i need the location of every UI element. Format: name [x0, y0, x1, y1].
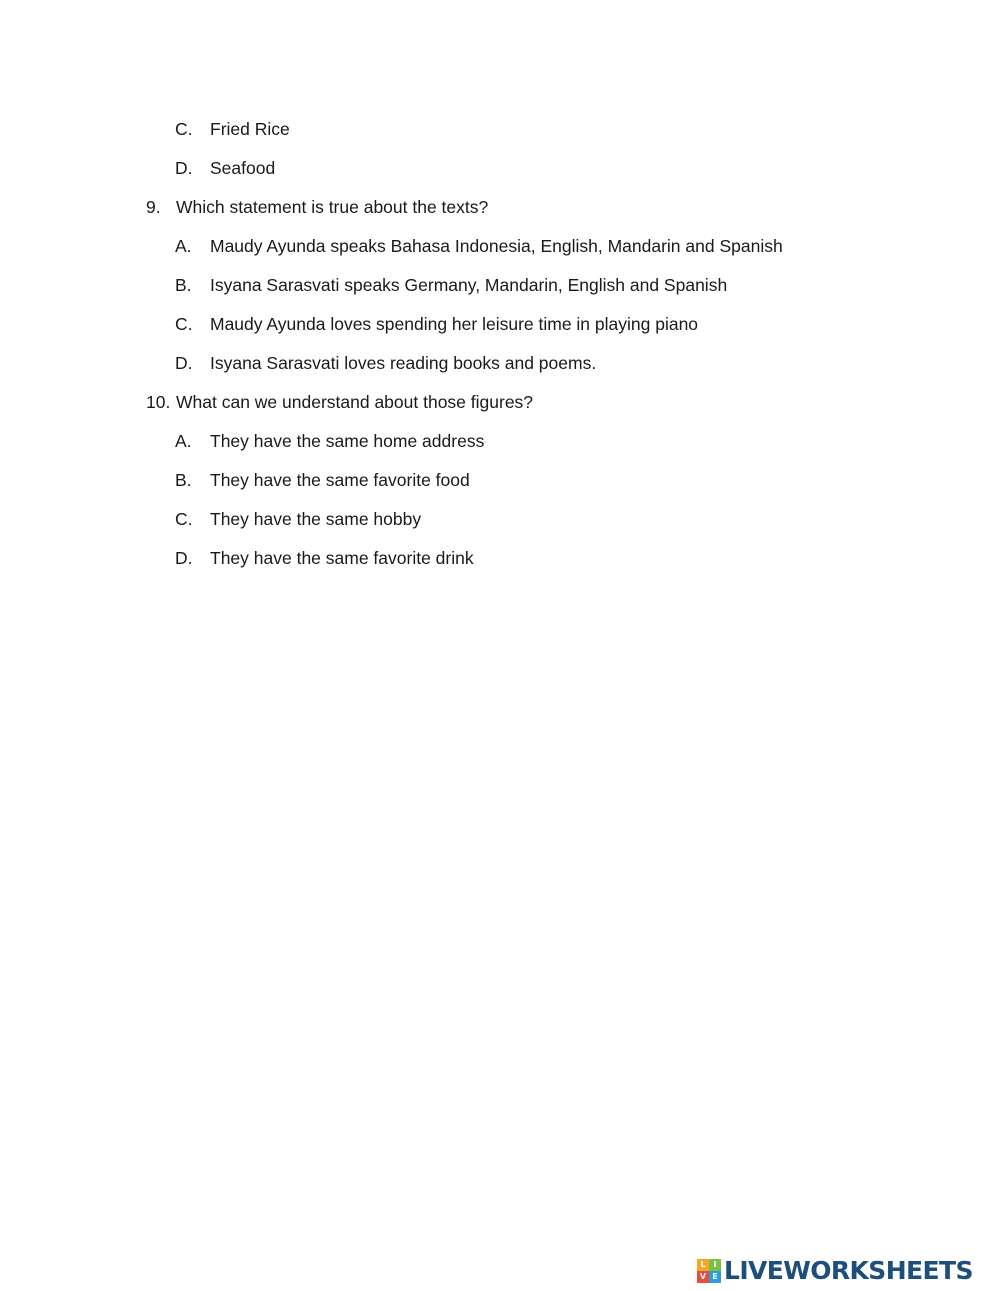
option-text: They have the same favorite food: [210, 470, 470, 490]
option-text: Fried Rice: [210, 119, 290, 139]
logo-mark-cell: V: [697, 1271, 709, 1283]
option-text: Maudy Ayunda loves spending her leisure time in playing piano: [210, 314, 699, 334]
option-letter: C.: [175, 509, 193, 529]
option-text: They have the same hobby: [210, 509, 422, 529]
option-text: Seafood: [210, 158, 276, 178]
option-text: Maudy Ayunda speaks Bahasa Indonesia, English, Mandarin and Spanish: [210, 236, 783, 256]
option-text: They have the same home address: [210, 431, 485, 451]
question-text: What can we understand about those figures?: [176, 392, 534, 412]
option-letter: D.: [175, 158, 193, 178]
option-letter: B.: [175, 275, 192, 295]
option-text: They have the same favorite drink: [210, 548, 474, 568]
logo-wordmark: LIVEWORKSHEETS: [724, 1256, 973, 1285]
option-letter: A.: [175, 236, 192, 256]
option-letter: C.: [175, 119, 193, 139]
option-letter: A.: [175, 431, 192, 451]
logo-mark-cell: E: [709, 1271, 721, 1283]
option-letter: D.: [175, 548, 193, 568]
logo-mark-cell: I: [709, 1259, 721, 1271]
question-number: 10.: [146, 392, 171, 412]
question-text: Which statement is true about the texts?: [176, 197, 489, 217]
logo-mark-cell: L: [697, 1259, 709, 1271]
option-letter: C.: [175, 314, 193, 334]
option-text: Isyana Sarasvati speaks Germany, Mandarin, English and Spanish: [210, 275, 728, 295]
option-letter: B.: [175, 470, 192, 490]
live-mark-icon: [697, 1259, 721, 1283]
liveworksheets-logo: [697, 1258, 973, 1284]
option-text: Isyana Sarasvati loves reading books and poems.: [210, 353, 597, 373]
question-number: 9.: [146, 197, 161, 217]
option-letter: D.: [175, 353, 193, 373]
